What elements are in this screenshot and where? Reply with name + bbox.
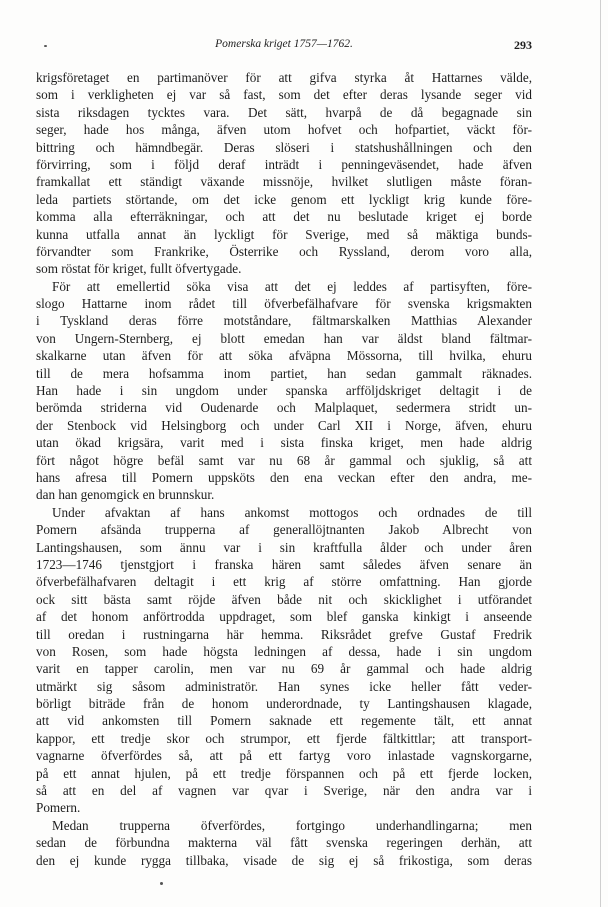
text-line: Han hade i sin ungdom under spanska arfföljdskriget deltagit i de [36,383,532,399]
text-line: slogo Hattarne inom rådet till öfverbefälhafvare för svenska krigsmakten [36,296,532,312]
running-title: Pomerska kriget 1757—1762. [215,38,353,50]
text-line: att vid ankomsten till Pomern saknade ett regemente tält, ett annat [36,713,532,729]
text-line: der Stenbock vid Helsingborg och under Carl XII i Norge, äfven, ehuru [36,417,532,433]
text-line: Lantingshausen, som ännu var i sin kraftfulla ålder och under åren [36,539,532,555]
text-line: 1723—1746 tjenstgjort i franska hären samt således äfven senare än [36,556,532,572]
text-line: von Ungern-Sternberg, ej blott emedan han var äldst bland fältmar- [36,330,532,346]
text-line: på ett annat hjulen, på ett tredje förspannen och på ett fjerde locken, [36,765,532,781]
text-line: hans afresa till Pomern uppsköts den ena veckan efter den andra, me- [36,469,532,485]
text-line: som röstat för kriget, fullt öfvertygade. [36,261,242,277]
text-line: ock sitt bästa samt röjde äfven både nit och skicklighet i utförandet [36,591,532,607]
text-line: seger, hade hos många, äfven utom hofvet och hofpartiet, väckt för- [36,122,532,138]
text-line: framkallat ett ständigt växande missnöje, hvilket slutligen måste föran- [36,174,532,190]
text-line: till de mera hofsamma inom partiet, han sedan gammalt räknades. [36,365,532,381]
page-header [36,38,532,58]
text-line: von Rosen, som hade högsta ledningen af dessa, hade i sin ungdom [36,643,532,659]
text-line: som i verkligheten ej var så fast, som det efter deras lysande seger vid [36,87,532,103]
text-line: utmärkt sig såsom administratör. Han synes icke heller fått veder- [36,678,532,694]
text-line: kappor, ett tredje skor och strumpor, ett fjerde fältkittlar; att transport- [36,730,532,746]
text-line: öfverbefälhafvaren deltagit i ett krig af större omfattning. Han gjorde [36,574,532,590]
text-line: så att en del af vagnen var qvar i Sverige, när den andra var i [36,783,532,799]
text-line: i Tyskland deras förre motståndare, fältmarskalken Matthias Alexander [36,313,532,329]
text-line: varit en tapper carolin, men var nu 69 år gammal och hade aldrig [36,661,532,677]
text-line: bittring och hämndbegär. Deras slöseri i statshushållningen och den [36,139,532,155]
text-line: förvirring, som i följd deraf inträdt i penningeväsendet, hade äfven [36,156,532,172]
page-number: 293 [514,38,532,52]
text-line: vagnarne öfverfördes så, att på ett fartyg voro inlastade vagnskorgarne, [36,748,532,764]
body-text [36,69,532,869]
text-line: komma alla efterräkningar, och att det nu beslutade kriget ej borde [36,209,532,225]
text-line: Under afvaktan af hans ankomst mottogos och ordnades de till [52,504,532,520]
text-line: krigsföretaget en partimanöver för att gifva styrka åt Hattarnes välde, [36,70,532,85]
text-line: af det honom anförtrodda uppdraget, som blef ganska kinkigt i anseende [36,609,532,625]
scan-speck [160,882,163,885]
text-line: fört något högre befäl samt var nu 68 år gammal och sjuklig, så att [36,452,532,468]
scan-edge-line [600,0,601,907]
text-line: berömda striderna vid Oudenarde och Malplaquet, sedermera stridt un- [36,400,532,416]
text-line: förvandter som Frankrike, Österrike och Ryssland, derom voro alla, [36,243,532,259]
text-line: sista riksdagen tycktes vara. Det sätt, hvarpå de då begagnade sin [36,104,532,120]
text-line: skalkarne utan äfven för att söka afväpna Mössorna, till hvilka, ehuru [36,348,532,364]
text-line: dan han genomgick en brunnskur. [36,487,215,503]
text-line: kunna utfalla annat än lyckligt för Sverige, med så mäktiga bunds- [36,226,532,242]
text-line: För att emellertid söka visa att det ej leddes af partisyften, före- [52,278,532,294]
text-line: leda partiets störtande, om det icke genom ett lyckligt krig kunde före- [36,191,532,207]
text-line: den ej kunde rygga tillbaka, visade de sig ej så frikostiga, som deras [36,852,532,868]
scan-speck [44,45,47,47]
text-line: utan ökad krigsära, varit med i sista finska kriget, men hade aldrig [36,435,532,451]
text-line: Medan trupperna öfverfördes, fortgingo underhandlingarna; men [52,817,532,833]
text-line: Pomern. [36,800,81,816]
text-line: sedan de förbundna makterna väl fått svenska regeringen derhän, att [36,835,532,851]
text-line: till oredan i rustningarna här hemma. Riksrådet grefve Gustaf Fredrik [36,626,532,642]
text-line: Pomern afsända trupperna af generallöjtnanten Jakob Albrecht von [36,522,532,538]
text-line: börligt biträde från de honom underordnade, ty Lantingshausen klagade, [36,696,532,712]
